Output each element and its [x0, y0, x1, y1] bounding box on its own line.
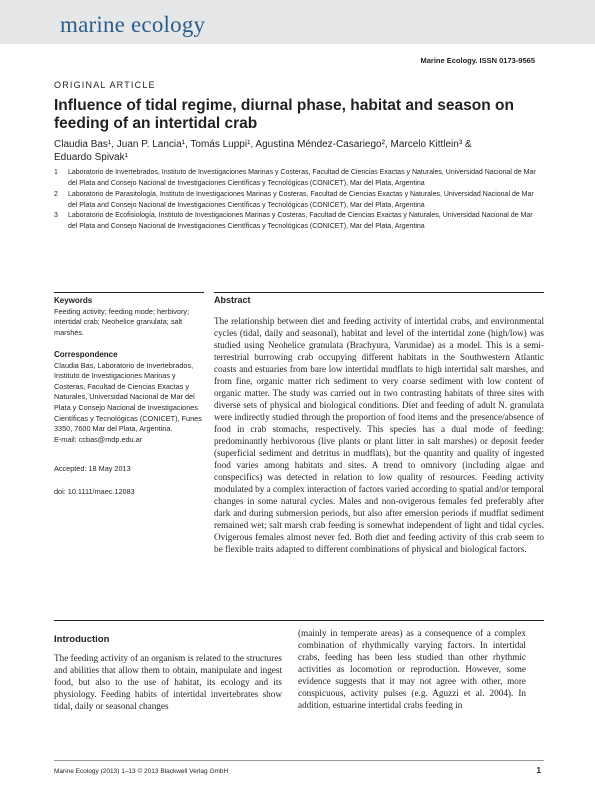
sidebar-rule — [54, 292, 204, 293]
abstract-body: The relationship between diet and feeding activity of intertidal crabs, and environmental cycles (tidal, daily and seasonal), habitat and level of the intertidal zone (high/low) was studied using Neohelice granulata (Brachyura, Varunidae) as a model. This is a semi-terrestrial burrowing crab occupying different habitats in the Southwestern Atlantic coasts and estuaries from bare low intertidal mudflats to high intertidal salt marshes, and from fine, organic matter rich sediment to very coarse sediment with low content of organic matter. The study was carried out in two contrasting habitats of three sites with diverse sets of physical and biological conditions. Diet and feeding of adult N. granulata were indirectly studied through the proportion of food items and the presence/absence of food in crab stomachs, respectively. This species has a dual mode of feeding: predominantly herbivorous (live plants or plant litter in salt marshes) or deposit feeder (superficial sediment and detritus in mudflats), but the quantity and quality of ingested food varies among habitats and sites. A trend to omnivory (including algae and conspecifics) was detected in relation to low quality of resources. Feeding activity modulated by a complex interaction of factors varied according to spatial and/or temporal changes in some natural cycles. Males and non-ovigerous females fed preferably after dark and during submersion periods, but also after emersion periods if mudflat sediment remained wet; salt marsh crab feeding is somewhat independent of light and tidal cycles. Ovigerous females almost never fed. Both diet and feeding activity of this crab seem to be flexible traits adapted to different combinations of physical and biological factors. — [214, 316, 544, 554]
abstract-heading: Abstract — [214, 295, 251, 305]
affiliation-2 — [54, 190, 542, 212]
journal-name: marine ecology — [60, 12, 206, 37]
author-line-2: Eduardo Spivak¹ — [54, 152, 128, 163]
intro-column-right: (mainly in temperate areas) as a consequence of a complex combination of rhythmically varying factors. In intertidal crabs, feeding has been less studied than other rhythmic activities as locomotion or reproduction. However, some evidence suggests that it may not agree with other, more conspicuous, activity pulses (e.g. Aguzzi et al. 2004). In addition, estuarine intertidal crabs feeding in — [298, 628, 526, 710]
doi[interactable]: doi: 10.1111/maec.12083 — [54, 487, 135, 496]
correspondence-email[interactable]: E-mail: ccbas@mdp.edu.ar — [54, 434, 143, 444]
footer-citation: Marine Ecology (2013) 1–13 © 2013 Blackwell Verlag GmbH — [54, 768, 229, 775]
page-number: 1 — [536, 766, 541, 775]
correspondence-text: Claudia Bas, Laboratorio de Invertebrados, Instituto de Investigaciones Marinas y Costeras, Facultad de Ciencias Exactas y Naturales, Universidad Nacional de Mar del Plata y Consejo Nacional de Investigaciones Científicas y Tecnológicas (CONICET), Funes 3350, 7600 Mar del Plata, Argentina. — [54, 360, 202, 434]
sidebar-correspondence — [54, 350, 204, 445]
author-line-1: Claudia Bas¹, Juan P. Lancia¹, Tomás Luppi¹, Agustina Méndez-Casariego², Marcelo Kittlein³ & — [54, 139, 472, 150]
keywords-heading: Keywords — [54, 296, 93, 305]
affiliation-number: 2 — [54, 191, 58, 198]
sidebar-keywords — [54, 296, 204, 338]
intro-column-left: The feeding activity of an organism is related to the structures and abilities that allow them to obtain, manipulate and ingest food, but also to the use of habitat, its ecology and its physiology. Feeding habits of intertidal invertebrates show tidal, daily or seasonal changes — [54, 653, 282, 711]
intro-rule — [54, 620, 544, 621]
article-type-label: ORIGINAL ARTICLE — [54, 80, 156, 90]
footer-rule — [54, 760, 544, 761]
journal-issn: Marine Ecology. ISSN 0173-9565 — [420, 56, 535, 65]
affiliation-text: Laboratorio de Ecofisiología, Instituto de Investigaciones Marinas y Costeras, Facultad de Ciencias Exactas y Naturales, Universidad Nacional de Mar del Plata and Consejo Nacional de Investigaciones Científicas y Tecnológicas (CONICET), Mar del Plata, Argentina — [68, 212, 533, 230]
affiliation-3 — [54, 211, 542, 233]
affiliation-number: 3 — [54, 212, 58, 219]
introduction-heading: Introduction — [54, 634, 110, 645]
affiliation-text: Laboratorio de Parasitología, Instituto de Investigaciones Marinas y Costeras, Facultad de Ciencias Exactas y Naturales, Universidad Nacional de Mar del Plata and Consejo Nacional de Investigaciones Científicas y Tecnológicas (CONICET), Mar del Plata, Argentina — [68, 191, 534, 209]
affiliation-number: 1 — [54, 169, 58, 176]
author-list — [54, 138, 534, 164]
correspondence-heading: Correspondence — [54, 350, 118, 359]
accepted-date: Accepted: 18 May 2013 — [54, 464, 131, 473]
article-title: Influence of tidal regime, diurnal phase, habitat and season on feeding of an intertidal crab — [54, 97, 514, 132]
keywords-text: Feeding activity; feeding mode; herbivory; intertidal crab; Neohelice granulata; salt marshes. — [54, 306, 190, 337]
abstract-rule — [214, 292, 544, 293]
affiliation-1 — [54, 168, 542, 190]
affiliation-text: Laboratorio de Invertebrados, Instituto de Investigaciones Marinas y Costeras, Facultad de Ciencias Exactas y Naturales, Universidad Nacional de Mar del Plata and Consejo Nacional de Investigaciones Científicas y Tecnológicas (CONICET), Mar del Plata, Argentina — [68, 169, 536, 187]
